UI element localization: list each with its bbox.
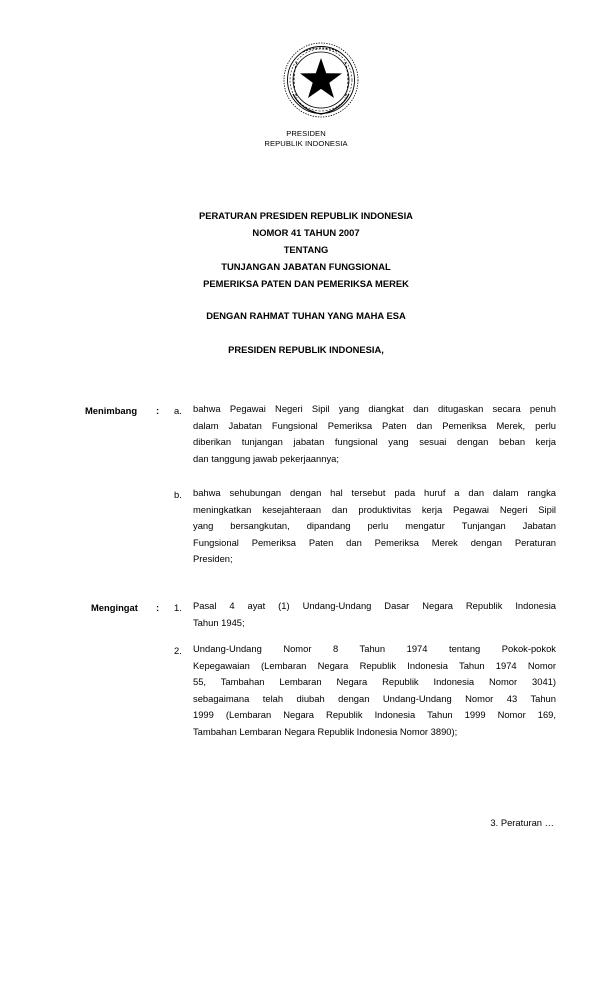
mengingat-label: Mengingat (91, 602, 138, 613)
title-subject-2: PEMERIKSA PATEN DAN PEMERIKSA MEREK (203, 278, 409, 289)
text-line: dalam Jabatan Fungsional Pemeriksa Paten dan Pemeriksa Merek, perlu (193, 419, 556, 431)
menimbang-item-b (193, 485, 556, 568)
item-marker: a. (174, 405, 182, 416)
item-marker: b. (174, 489, 182, 500)
text-line: 55, Tambahan Lembaran Negara Republik Indonesia Nomor 3041) (193, 676, 556, 687)
text-line: diberikan tunjangan jabatan fungsional yang sesuai dengan beban kerja (193, 436, 556, 447)
text-line: yang bersangkutan, dipandang perlu mengatur Tunjangan Jabatan (193, 520, 556, 531)
text-line: Kepegawaian (Lembaran Negara Republik Indonesia Tahun 1974 Nomor (193, 659, 556, 671)
item-marker: 1. (174, 602, 182, 613)
text-line: Tambahan Lembaran Negara Republik Indonesia Nomor 3890); (193, 725, 458, 737)
mengingat-item-1 (193, 598, 556, 631)
garuda-star-emblem-icon (281, 40, 361, 120)
title-subject-1: TUNJANGAN JABATAN FUNGSIONAL (221, 261, 391, 272)
text-line: sebagaimana telah diubah dengan Undang-Undang Nomor 43 Tahun (193, 692, 556, 704)
menimbang-item-a (193, 401, 556, 467)
text-line: meningkatkan kesejahteraan dan produktivitas kerja Pegawai Negeri Sipil (193, 503, 556, 515)
mengingat-item-2 (193, 641, 556, 740)
title-line: PERATURAN PRESIDEN REPUBLIK INDONESIA (199, 210, 413, 221)
president-label: PRESIDEN (286, 129, 326, 138)
title-number: NOMOR 41 TAHUN 2007 (252, 227, 360, 238)
issuer: PRESIDEN REPUBLIK INDONESIA, (228, 344, 384, 355)
text-line: 1999 (Lembaran Negara Republik Indonesia Tahun 1999 Nomor 169, (193, 709, 556, 720)
text-line: bahwa sehubungan dengan hal tersebut pada huruf a dan dalam rangka (193, 487, 556, 498)
text-line: dan tanggung jawab pekerjaannya; (193, 452, 339, 464)
text-line: Tahun 1945; (193, 616, 245, 628)
text-line: Pasal 4 ayat (1) Undang-Undang Dasar Negara Republik Indonesia (193, 600, 556, 611)
title-about: TENTANG (283, 244, 329, 255)
text-line: Presiden; (193, 553, 233, 564)
text-line: bahwa Pegawai Negeri Sipil yang diangkat dan ditugaskan secara penuh (193, 403, 556, 414)
invocation: DENGAN RAHMAT TUHAN YANG MAHA ESA (206, 310, 406, 321)
republic-label: REPUBLIK INDONESIA (264, 139, 348, 148)
text-line: Fungsional Pemeriksa Paten dan Pemeriksa Merek dengan Peraturan (193, 536, 556, 548)
item-marker: 2. (174, 645, 182, 656)
text-line: Undang-Undang Nomor 8 Tahun 1974 tentang Pokok-pokok (193, 643, 556, 654)
mengingat-colon: : (156, 602, 160, 613)
menimbang-colon: : (156, 405, 160, 416)
next-page-catchword: 3. Peraturan … (490, 817, 554, 828)
menimbang-label: Menimbang (85, 405, 138, 416)
